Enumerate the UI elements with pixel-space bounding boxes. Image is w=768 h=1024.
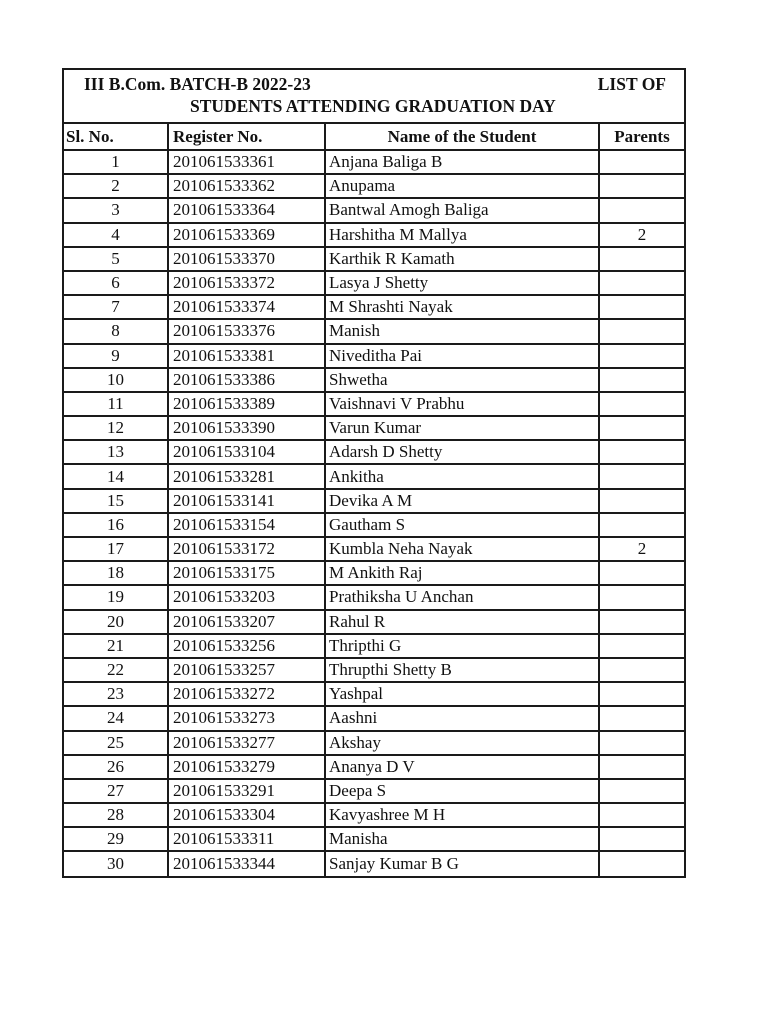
cell-sl-no: 22 xyxy=(64,658,168,682)
cell-register-no: 201061533386 xyxy=(168,368,325,392)
cell-register-no: 201061533376 xyxy=(168,319,325,343)
table-row xyxy=(64,682,684,706)
cell-student-name: Bantwal Amogh Baliga xyxy=(325,198,599,222)
cell-sl-no: 18 xyxy=(64,561,168,585)
cell-register-no: 201061533304 xyxy=(168,803,325,827)
table-body xyxy=(64,150,684,876)
header-register-no: Register No. xyxy=(168,124,325,150)
cell-student-name: Rahul R xyxy=(325,610,599,634)
cell-register-no: 201061533370 xyxy=(168,247,325,271)
cell-student-name: Adarsh D Shetty xyxy=(325,440,599,464)
cell-register-no: 201061533374 xyxy=(168,295,325,319)
cell-student-name: Aashni xyxy=(325,706,599,730)
cell-student-name: Karthik R Kamath xyxy=(325,247,599,271)
cell-parents xyxy=(599,489,684,513)
cell-sl-no: 5 xyxy=(64,247,168,271)
cell-student-name: M Shrashti Nayak xyxy=(325,295,599,319)
cell-student-name: Harshitha M Mallya xyxy=(325,223,599,247)
cell-sl-no: 26 xyxy=(64,755,168,779)
cell-sl-no: 4 xyxy=(64,223,168,247)
cell-parents xyxy=(599,513,684,537)
cell-parents xyxy=(599,319,684,343)
cell-sl-no: 10 xyxy=(64,368,168,392)
cell-parents xyxy=(599,585,684,609)
table-row xyxy=(64,464,684,488)
cell-register-no: 201061533381 xyxy=(168,344,325,368)
cell-sl-no: 14 xyxy=(64,464,168,488)
cell-parents xyxy=(599,803,684,827)
cell-register-no: 201061533141 xyxy=(168,489,325,513)
cell-parents xyxy=(599,682,684,706)
cell-student-name: Ananya D V xyxy=(325,755,599,779)
cell-sl-no: 21 xyxy=(64,634,168,658)
cell-parents xyxy=(599,392,684,416)
cell-parents xyxy=(599,658,684,682)
cell-sl-no: 17 xyxy=(64,537,168,561)
table-row xyxy=(64,634,684,658)
batch-title: III B.Com. BATCH-B 2022-23 xyxy=(84,74,311,94)
cell-student-name: Niveditha Pai xyxy=(325,344,599,368)
table-row xyxy=(64,440,684,464)
cell-sl-no: 11 xyxy=(64,392,168,416)
table-row xyxy=(64,198,684,222)
cell-register-no: 201061533273 xyxy=(168,706,325,730)
cell-parents xyxy=(599,416,684,440)
cell-student-name: Prathiksha U Anchan xyxy=(325,585,599,609)
table-row xyxy=(64,271,684,295)
cell-register-no: 201061533291 xyxy=(168,779,325,803)
table-row xyxy=(64,561,684,585)
cell-parents xyxy=(599,779,684,803)
cell-sl-no: 30 xyxy=(107,854,124,874)
table-header-row xyxy=(64,124,684,150)
table-row xyxy=(64,295,684,319)
table-row xyxy=(64,319,684,343)
cell-sl-no: 13 xyxy=(64,440,168,464)
cell-register-no: 201061533372 xyxy=(168,271,325,295)
cell-register-no: 201061533311 xyxy=(168,827,325,851)
cell-student-name: Ankitha xyxy=(325,464,599,488)
cell-sl-no: 1 xyxy=(64,150,168,174)
cell-sl-no: 8 xyxy=(64,319,168,343)
table-row xyxy=(64,223,684,247)
cell-student-name: Devika A M xyxy=(325,489,599,513)
table-row xyxy=(64,368,684,392)
cell-parents xyxy=(599,295,684,319)
cell-register-no: 201061533389 xyxy=(168,392,325,416)
table-row xyxy=(64,803,684,827)
cell-register-no: 201061533154 xyxy=(168,513,325,537)
cell-student-name: Gautham S xyxy=(325,513,599,537)
cell-student-name: M Ankith Raj xyxy=(325,561,599,585)
cell-parents xyxy=(599,610,684,634)
cell-register-no: 201061533203 xyxy=(168,585,325,609)
cell-register-no: 201061533277 xyxy=(168,731,325,755)
cell-parents xyxy=(599,851,684,875)
document-subtitle: STUDENTS ATTENDING GRADUATION DAY xyxy=(190,96,556,116)
cell-parents xyxy=(599,827,684,851)
cell-register-no: 201061533104 xyxy=(168,440,325,464)
cell-sl-no: 7 xyxy=(64,295,168,319)
cell-sl-no: 6 xyxy=(64,271,168,295)
attendance-sheet xyxy=(62,68,686,878)
cell-sl-no: 25 xyxy=(64,731,168,755)
table-row xyxy=(64,755,684,779)
cell-student-name: Thrupthi Shetty B xyxy=(325,658,599,682)
cell-student-name: Yashpal xyxy=(325,682,599,706)
cell-parents xyxy=(599,368,684,392)
cell-parents xyxy=(599,344,684,368)
header-sl-no: Sl. No. xyxy=(64,124,168,150)
cell-parents xyxy=(599,731,684,755)
table-row xyxy=(64,174,684,198)
cell-student-name: Kavyashree M H xyxy=(325,803,599,827)
table-row xyxy=(64,658,684,682)
cell-register-no: 201061533364 xyxy=(168,198,325,222)
cell-parents xyxy=(599,561,684,585)
cell-sl-no: 16 xyxy=(64,513,168,537)
cell-register-no: 201061533207 xyxy=(168,610,325,634)
cell-sl-no: 2 xyxy=(64,174,168,198)
cell-parents xyxy=(599,150,684,174)
cell-sl-no: 12 xyxy=(64,416,168,440)
table-row xyxy=(64,392,684,416)
cell-parents xyxy=(599,755,684,779)
header-student-name: Name of the Student xyxy=(325,124,599,150)
cell-parents xyxy=(599,247,684,271)
header-parents: Parents xyxy=(599,124,684,150)
cell-sl-no: 24 xyxy=(64,706,168,730)
cell-register-no: 201061533279 xyxy=(168,755,325,779)
table-row xyxy=(64,489,684,513)
table-row xyxy=(64,706,684,730)
cell-student-name: Manish xyxy=(325,319,599,343)
table-row xyxy=(64,344,684,368)
cell-sl-no: 27 xyxy=(64,779,168,803)
table-row xyxy=(64,585,684,609)
cell-register-no: 201061533361 xyxy=(168,150,325,174)
students-table xyxy=(64,124,684,876)
cell-student-name: Kumbla Neha Nayak xyxy=(325,537,599,561)
cell-register-no: 201061533390 xyxy=(168,416,325,440)
table-row xyxy=(64,150,684,174)
cell-student-name: Akshay xyxy=(325,731,599,755)
cell-parents: 2 xyxy=(599,537,684,561)
cell-student-name: Manisha xyxy=(325,827,599,851)
cell-parents: 2 xyxy=(599,223,684,247)
cell-student-name: Anjana Baliga B xyxy=(325,150,599,174)
cell-register-no: 201061533281 xyxy=(168,464,325,488)
cell-student-name: Thripthi G xyxy=(325,634,599,658)
table-row xyxy=(64,416,684,440)
cell-student-name: Sanjay Kumar B G xyxy=(325,851,599,875)
cell-register-no: 201061533172 xyxy=(168,537,325,561)
cell-student-name: Shwetha xyxy=(325,368,599,392)
cell-parents xyxy=(599,706,684,730)
cell-register-no: 201061533369 xyxy=(168,223,325,247)
cell-sl-no: 15 xyxy=(64,489,168,513)
table-row xyxy=(64,610,684,634)
cell-sl-no: 9 xyxy=(64,344,168,368)
cell-student-name: Deepa S xyxy=(325,779,599,803)
table-row xyxy=(64,247,684,271)
cell-register-no: 201061533256 xyxy=(168,634,325,658)
table-row xyxy=(64,851,684,875)
cell-student-name: Anupama xyxy=(325,174,599,198)
table-row xyxy=(64,731,684,755)
table-row xyxy=(64,779,684,803)
cell-parents xyxy=(599,174,684,198)
cell-parents xyxy=(599,634,684,658)
cell-parents xyxy=(599,464,684,488)
table-row xyxy=(64,513,684,537)
title-block xyxy=(64,70,684,124)
cell-register-no: 201061533362 xyxy=(168,174,325,198)
cell-parents xyxy=(599,198,684,222)
cell-student-name: Lasya J Shetty xyxy=(325,271,599,295)
list-of-label: LIST OF xyxy=(597,74,666,94)
cell-sl-no: 20 xyxy=(64,610,168,634)
cell-sl-no: 19 xyxy=(64,585,168,609)
cell-sl-no: 29 xyxy=(64,827,168,851)
table-row xyxy=(64,827,684,851)
cell-register-no: 201061533272 xyxy=(168,682,325,706)
cell-register-no: 201061533175 xyxy=(168,561,325,585)
cell-register-no: 201061533257 xyxy=(168,658,325,682)
cell-sl-no: 23 xyxy=(64,682,168,706)
cell-sl-no: 28 xyxy=(64,803,168,827)
cell-student-name: Varun Kumar xyxy=(325,416,599,440)
cell-parents xyxy=(599,440,684,464)
cell-register-no: 201061533344 xyxy=(168,851,325,875)
cell-sl-no: 3 xyxy=(64,198,168,222)
table-row xyxy=(64,537,684,561)
cell-student-name: Vaishnavi V Prabhu xyxy=(325,392,599,416)
cell-parents xyxy=(599,271,684,295)
